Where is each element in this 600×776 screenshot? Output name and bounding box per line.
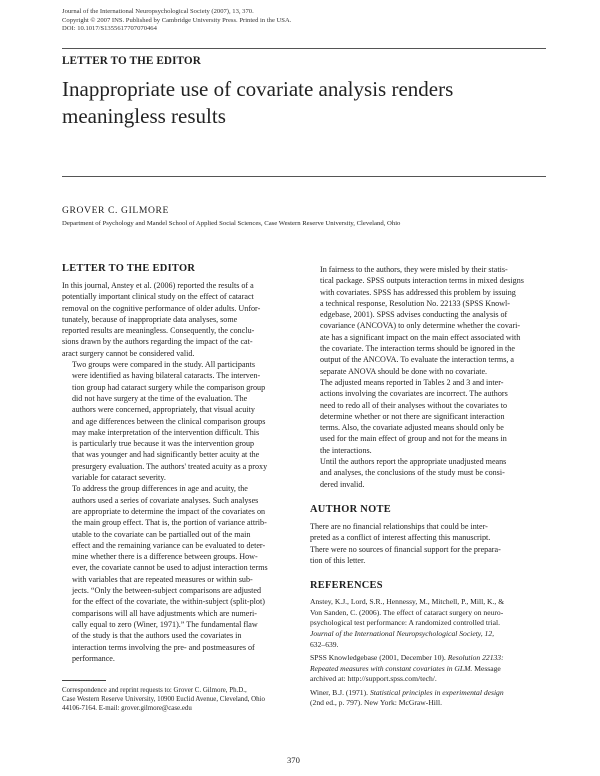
journal-copyright: Copyright © 2007 INS. Published by Cambridge University Press. Printed in the USA.: [62, 16, 292, 24]
text-line: used for the main effect of group and not for the means in: [320, 434, 507, 444]
reference-item: SPSS Knowledgebase (2001, December 10). Resolution 22133: Repeated measures with constant covariates in GLM. Message archived at: http://support.spss.com/tech/.: [310, 653, 504, 684]
text-line: with variables that are repeated measures or within sub-: [72, 574, 253, 584]
author-name: GROVER C. GILMORE: [62, 205, 169, 216]
reference-item: Anstey, K.J., Lord, S.R., Hennessy, M., Mitchell, P., Mill, K., & Von Sanden, C. (2006). The effect of cataract surgery on neuro- psychological test performance: A randomized controlled trial. Journal of the International Neuropsychological Society, 12, 632–639.: [310, 597, 505, 649]
text-line: In fairness to the authors, they were misled by their statis-: [320, 265, 508, 274]
text-line: presurgery evaluation. The authors' treated acuity as a proxy: [72, 461, 268, 471]
text-line: utable to the covariate can be partialled out of the main: [72, 529, 251, 539]
author-note-text: [310, 521, 546, 566]
text-line: cally equal to zero (Winer, 1971).” The fundamental flaw: [72, 619, 258, 629]
text-line: separate ANOVA should be done with no covariate.: [320, 366, 488, 376]
section-heading-author-note: AUTHOR NOTE: [310, 503, 391, 515]
text-line: tion group had cataract surgery while the comparison group: [72, 382, 266, 392]
title-line: Inappropriate use of covariate analysis renders: [62, 77, 454, 101]
text-line: and age differences between the clinical comparison groups: [72, 416, 266, 426]
text-line: for the effect of the covariate, the within-subject (split-plot): [72, 597, 265, 607]
text-line: Two groups were compared in the study. All participants: [72, 360, 255, 370]
text-line: the interactions.: [320, 445, 372, 455]
text-line: terms. Also, the covariate adjusted means should only be: [320, 423, 504, 433]
text-line: jects. “Only the between-subject comparisons are adjusted: [72, 586, 262, 596]
left-column: [62, 263, 295, 664]
text-line: dered invalid.: [320, 479, 365, 489]
text-line: preted as a conflict of interest affecting this manuscript.: [310, 533, 491, 543]
text-line: ate has a significant impact on the main effect associated with: [320, 332, 521, 342]
text-line: removal on the cognitive performance of older adults. Unfor-: [62, 303, 261, 313]
text-line: variable for cataract severity.: [72, 473, 166, 483]
text-line: edgebase, 2001). SPSS advises conducting the analysis of: [320, 310, 508, 320]
text-line: Until the authors report the appropriate unadjusted means: [320, 457, 507, 467]
correspondence-footnote: [62, 686, 302, 714]
text-line: were identified as having bilateral cataracts. The interven-: [72, 371, 261, 381]
article-kind: LETTER TO THE EDITOR: [62, 55, 201, 67]
reference-item: Winer, B.J. (1971). Statistical principles in experimental design (2nd ed., p. 797). New York: McGraw-Hill.: [310, 687, 504, 708]
text-line: a technical response, Resolution No. 22133 (SPSS Knowl-: [320, 298, 510, 308]
text-line: effect and the remaining variance can be evaluated to deter-: [72, 540, 266, 550]
page-number: 370: [287, 755, 300, 765]
text-line: Correspondence and reprint requests to: Grover C. Gilmore, Ph.D.,: [62, 687, 247, 694]
text-line: The adjusted means reported in Tables 2 and 3 and inter-: [320, 377, 504, 387]
section-heading: LETTER TO THE EDITOR: [62, 263, 196, 274]
text-line: with covariates. SPSS has addressed this problem by issuing: [320, 287, 516, 297]
paragraph: [62, 483, 295, 664]
text-line: ever, the covariate cannot be used to adjust interaction terms: [72, 563, 268, 573]
text-line: performance.: [72, 653, 115, 663]
text-line: tion of this letter.: [310, 555, 366, 565]
paragraph: [62, 280, 295, 359]
text-line: potentially important clinical study on the effect of cataract: [62, 292, 254, 302]
text-line: may make interpretation of the intervention difficult. This: [72, 427, 260, 437]
text-line: the main group effect. That is, the portion of variance attrib-: [72, 518, 267, 528]
text-line: aract surgery cannot be considered valid.: [62, 348, 195, 358]
paragraph: [62, 359, 295, 483]
text-line: sions drawn by the authors regarding the impact of the cat-: [62, 337, 253, 347]
paragraph: [310, 456, 546, 490]
journal-header: [62, 8, 482, 34]
text-line: did not have surgery at the time of the evaluation. The: [72, 393, 248, 403]
text-line: determine whether or not there are significant interaction: [320, 411, 505, 421]
text-line: actions involving the covariates are incorrect. The authors: [320, 389, 508, 399]
journal-doi: DOI: 10.1017/S1355617707070464: [62, 25, 157, 33]
text-line: interaction terms involving the pre- and postmeasures of: [72, 642, 255, 652]
text-line: output of the ANCOVA. To evaluate the interaction terms, a: [320, 355, 515, 365]
text-line: need to redo all of their analyses without the covariates to: [320, 400, 507, 410]
text-line: covariance (ANCOVA) to only determine whether the covari-: [320, 321, 521, 331]
footnote-rule: [62, 680, 106, 681]
section-heading-references: REFERENCES: [310, 580, 383, 592]
text-line: comparisons will all have adjustments which are numeri-: [72, 608, 257, 618]
text-line: To address the group differences in age and acuity, the: [72, 484, 248, 494]
text-line: 44106-7164. E-mail: grover.gilmore@case.edu: [62, 705, 192, 713]
text-line: authors were concerned, appropriately, that visual acuity: [72, 405, 255, 415]
text-line: and analyses, the conclusions of the study must be consi-: [320, 468, 505, 478]
text-line: is particularly true because it was the intervention group: [72, 439, 255, 449]
reference-list: [310, 597, 546, 709]
journal-citation: Journal of the International Neuropsychological Society (2007), 13, 370.: [62, 8, 254, 15]
text-line: reported results are meaningless. Consequently, the conclu-: [62, 326, 255, 336]
text-line: mine whether there is a difference between groups. How-: [72, 552, 258, 562]
paragraph: [310, 377, 546, 456]
article-title: [62, 76, 482, 130]
text-line: In this journal, Anstey et al. (2006) reported the results of a: [62, 281, 254, 290]
text-line: are appropriate to determine the impact of the covariates on: [72, 506, 266, 516]
text-line: There are no financial relationships that could be inter-: [310, 521, 488, 531]
paragraph: [310, 264, 546, 377]
text-line: that was younger and had significantly better acuity at the: [72, 450, 260, 460]
author-affiliation: Department of Psychology and Mandel School of Applied Social Sciences, Case Western Reserve University, Cleveland, Ohio: [62, 220, 401, 227]
header-rule: [62, 48, 546, 49]
title-rule: [62, 176, 546, 177]
right-column: [310, 264, 546, 712]
title-line: meaningless results: [62, 104, 226, 128]
text-line: the covariate. The interaction terms should be ignored in the: [320, 344, 515, 354]
text-line: There were no sources of financial support for the prepara-: [310, 544, 501, 554]
text-line: authors used a series of covariate analyses. Such analyses: [72, 495, 259, 505]
text-line: tical package. SPSS outputs interaction terms in mixed designs: [320, 276, 524, 286]
text-line: tunately, because of inappropriate data analyses, some: [62, 314, 238, 324]
text-line: Case Western Reserve University, 10900 Euclid Avenue, Cleveland, Ohio: [62, 696, 265, 704]
text-line: of the study is that the authors used the covariates in: [72, 631, 242, 641]
